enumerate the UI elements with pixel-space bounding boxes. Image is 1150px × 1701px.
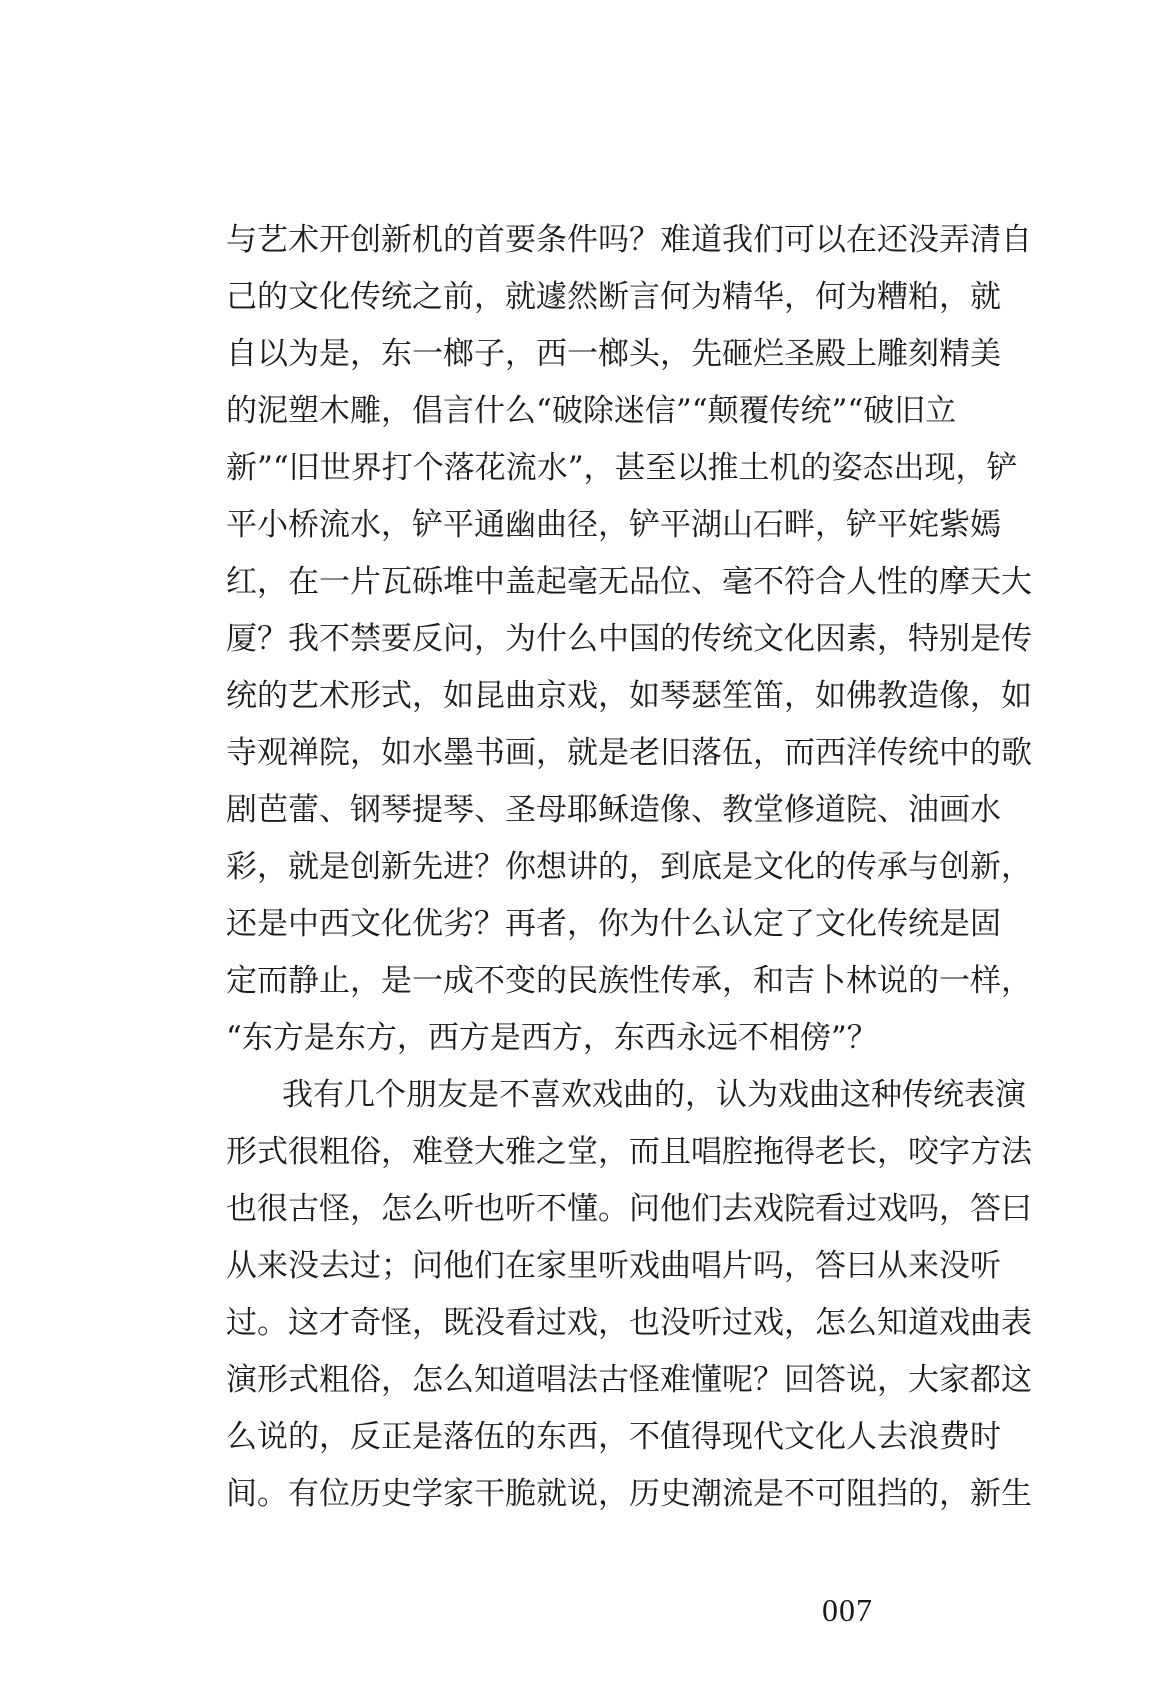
page-number: 007 bbox=[822, 1592, 873, 1628]
text-line: 平小桥流水，铲平通幽曲径，铲平湖山石畔，铲平姹紫嫣 bbox=[226, 507, 1001, 543]
text-line: 的泥塑木雕，倡言什么“破除迷信”“颠覆传统”“破旧立 bbox=[226, 393, 957, 429]
text-line: “东方是东方，西方是西方，东西永远不相傍”？ bbox=[226, 1020, 878, 1056]
text-line: 还是中西文化优劣？再者，你为什么认定了文化传统是固 bbox=[226, 906, 1001, 942]
text-line: 寺观禅院，如水墨书画，就是老旧落伍，而西洋传统中的歌 bbox=[226, 735, 1032, 771]
text-line: 过。这才奇怪，既没看过戏，也没听过戏，怎么知道戏曲表 bbox=[226, 1305, 1032, 1341]
text-line: 演形式粗俗，怎么知道唱法古怪难懂呢？回答说，大家都这 bbox=[226, 1362, 1032, 1398]
text-line: 新”“旧世界打个落花流水”，甚至以推土机的姿态出现，铲 bbox=[226, 450, 1018, 486]
text-line: 己的文化传统之前，就遽然断言何为精华，何为糟粕，就 bbox=[226, 279, 1001, 315]
text-line: 红，在一片瓦砾堆中盖起毫无品位、毫不符合人性的摩天大 bbox=[226, 564, 1032, 600]
body-text bbox=[226, 212, 1032, 1523]
text-line: 也很古怪，怎么听也听不懂。问他们去戏院看过戏吗，答曰 bbox=[226, 1191, 1032, 1227]
text-line: 么说的，反正是落伍的东西，不值得现代文化人去浪费时 bbox=[226, 1419, 1001, 1455]
text-line: 统的艺术形式，如昆曲京戏，如琴瑟笙笛，如佛教造像，如 bbox=[226, 678, 1032, 714]
text-line: 间。有位历史学家干脆就说，历史潮流是不可阻挡的，新生 bbox=[226, 1476, 1032, 1512]
text-line: 剧芭蕾、钢琴提琴、圣母耶稣造像、教堂修道院、油画水 bbox=[226, 792, 1001, 828]
text-line: 彩，就是创新先进？你想讲的，到底是文化的传承与创新， bbox=[226, 849, 1032, 885]
text-line: 自以为是，东一榔子，西一榔头，先砸烂圣殿上雕刻精美 bbox=[226, 336, 1001, 372]
text-line: 形式很粗俗，难登大雅之堂，而且唱腔拖得老长，咬字方法 bbox=[226, 1134, 1032, 1170]
text-line: 从来没去过；问他们在家里听戏曲唱片吗，答曰从来没听 bbox=[226, 1248, 1001, 1284]
text-line: 厦？我不禁要反问，为什么中国的传统文化因素，特别是传 bbox=[226, 621, 1032, 657]
text-line: 定而静止，是一成不变的民族性传承，和吉卜林说的一样， bbox=[226, 963, 1032, 999]
text-line: 我有几个朋友是不喜欢戏曲的，认为戏曲这种传统表演 bbox=[282, 1077, 1026, 1113]
text-line: 与艺术开创新机的首要条件吗？难道我们可以在还没弄清自 bbox=[226, 222, 1032, 258]
